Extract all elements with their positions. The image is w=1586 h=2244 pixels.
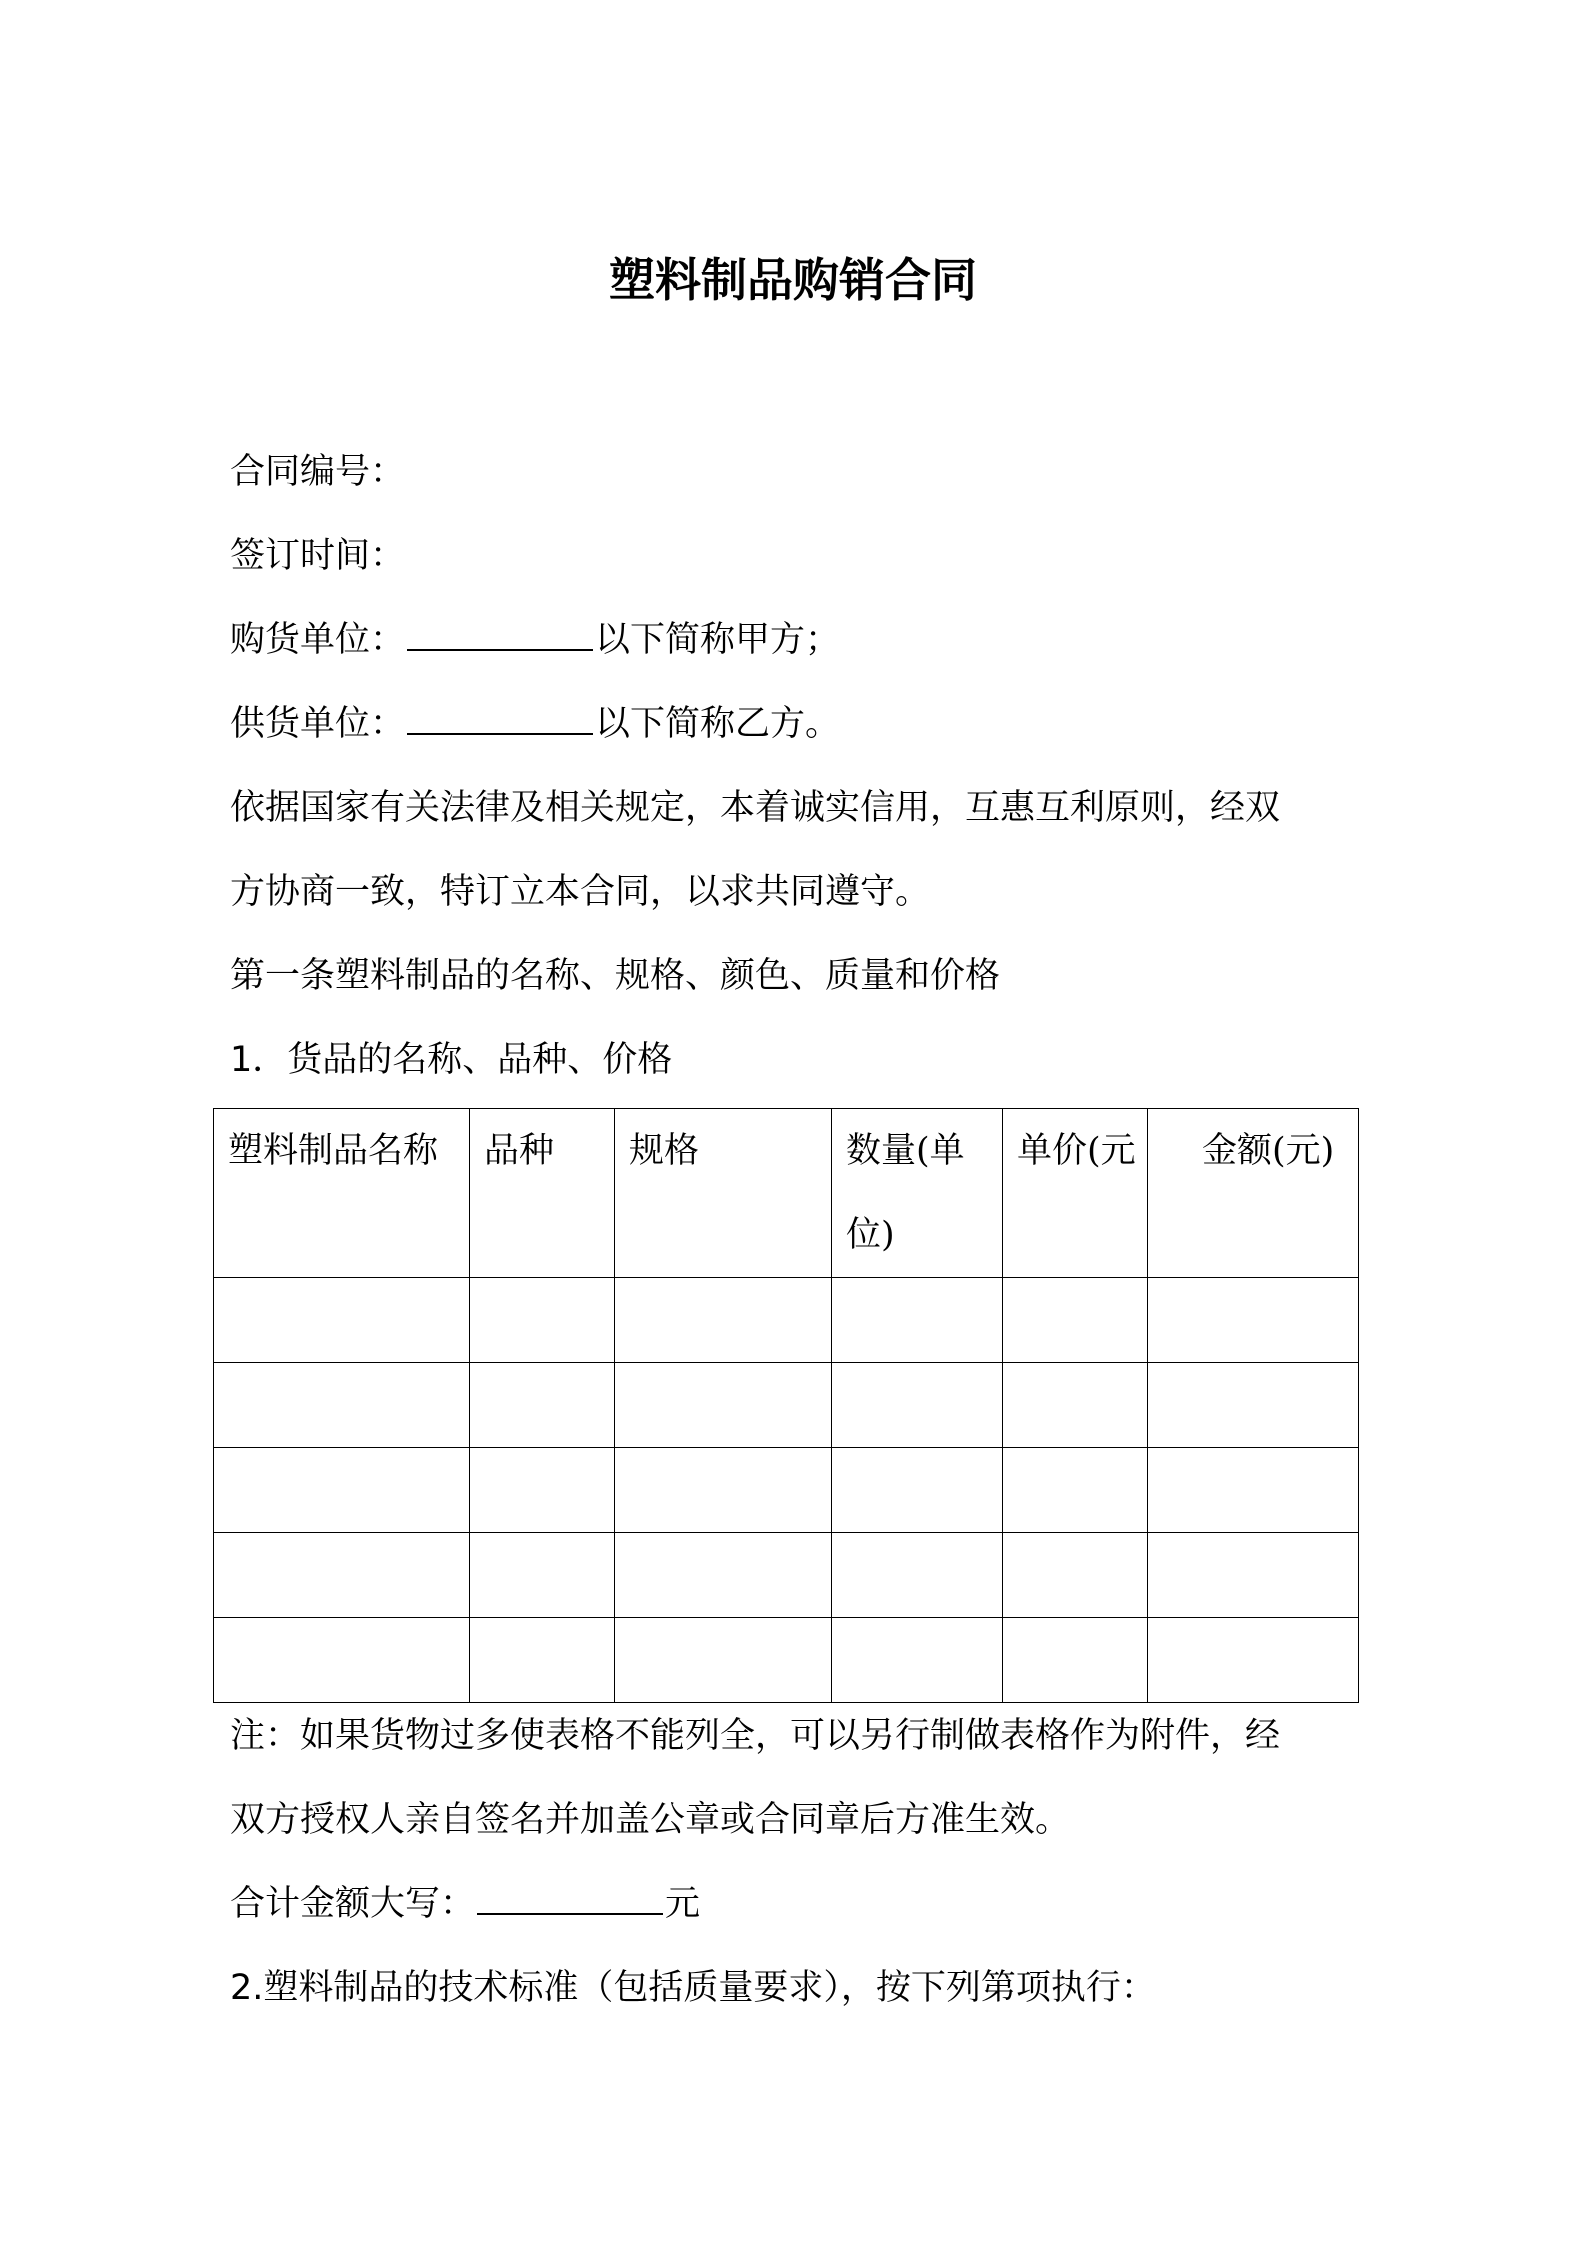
table-cell[interactable] [615, 1618, 832, 1703]
item-2-title: 2.塑料制品的技术标准（包括质量要求），按下列第项执行： [230, 1968, 1156, 2008]
contract-number-label: 合同编号： [230, 452, 406, 492]
header-cell-unit-price: 单价(元 [1003, 1109, 1148, 1278]
note-line-2: 双方授权人亲自签名并加盖公章或合同章后方准生效。 [230, 1800, 1071, 1840]
header-cell-variety: 品种 [470, 1109, 615, 1278]
table-cell[interactable] [1148, 1278, 1359, 1363]
table-cell[interactable] [1003, 1448, 1148, 1533]
preamble-line-1: 依据国家有关法律及相关规定，本着诚实信用，互惠互利原则，经双 [230, 788, 1281, 828]
buyer-suffix: 以下简称甲方； [595, 620, 841, 660]
table-cell[interactable] [470, 1363, 615, 1448]
table-cell[interactable] [615, 1533, 832, 1618]
table-cell[interactable] [1003, 1363, 1148, 1448]
table-cell[interactable] [1148, 1533, 1359, 1618]
seller-blank [407, 703, 593, 735]
contract-number-line [230, 448, 405, 496]
item-1-title: 1．货品的名称、品种、价格 [230, 1040, 673, 1080]
table-cell[interactable] [214, 1278, 470, 1363]
table-cell[interactable] [470, 1618, 615, 1703]
table-cell[interactable] [832, 1278, 1003, 1363]
table-cell[interactable] [1148, 1618, 1359, 1703]
table-cell[interactable] [832, 1618, 1003, 1703]
goods-table [213, 1108, 1359, 1703]
table-cell[interactable] [615, 1448, 832, 1533]
table-cell[interactable] [1148, 1448, 1359, 1533]
table-cell[interactable] [1003, 1618, 1148, 1703]
sign-time-line [230, 532, 405, 580]
table-row [214, 1448, 1359, 1533]
header-cell-spec: 规格 [615, 1109, 832, 1278]
table-row [214, 1278, 1359, 1363]
table-cell[interactable] [214, 1363, 470, 1448]
total-amount-blank [477, 1883, 663, 1915]
total-amount-line [230, 1880, 700, 1928]
table-cell[interactable] [470, 1533, 615, 1618]
table-cell[interactable] [832, 1533, 1003, 1618]
seller-suffix: 以下简称乙方。 [595, 704, 841, 744]
table-cell[interactable] [832, 1363, 1003, 1448]
table-cell[interactable] [214, 1618, 470, 1703]
buyer-line [230, 616, 840, 664]
seller-label: 供货单位： [230, 704, 406, 744]
total-amount-label: 合计金额大写： [230, 1884, 476, 1924]
table-cell[interactable] [470, 1278, 615, 1363]
buyer-blank [407, 619, 593, 651]
table-cell[interactable] [1003, 1278, 1148, 1363]
table-row [214, 1363, 1359, 1448]
buyer-label: 购货单位： [230, 620, 406, 660]
table-cell[interactable] [1003, 1533, 1148, 1618]
table-header-row [214, 1109, 1359, 1278]
total-amount-unit: 元 [665, 1884, 701, 1924]
note-line-1: 注：如果货物过多使表格不能列全，可以另行制做表格作为附件，经 [230, 1716, 1281, 1756]
table-cell[interactable] [214, 1533, 470, 1618]
contract-title: 塑料制品购销合同 [609, 253, 977, 307]
seller-line [230, 700, 840, 748]
table-cell[interactable] [615, 1278, 832, 1363]
sign-time-label: 签订时间： [230, 536, 406, 576]
header-cell-amount: 金额(元) [1148, 1109, 1359, 1278]
table-row [214, 1533, 1359, 1618]
table-row [214, 1618, 1359, 1703]
article-1-title: 第一条塑料制品的名称、规格、颜色、质量和价格 [230, 956, 1001, 996]
header-cell-product-name: 塑料制品名称 [214, 1109, 470, 1278]
table-cell[interactable] [1148, 1363, 1359, 1448]
preamble-line-2: 方协商一致，特订立本合同，以求共同遵守。 [230, 872, 931, 912]
table-cell[interactable] [615, 1363, 832, 1448]
header-cell-quantity: 数量(单位) [832, 1109, 1003, 1278]
table-cell[interactable] [214, 1448, 470, 1533]
table-cell[interactable] [470, 1448, 615, 1533]
table-cell[interactable] [832, 1448, 1003, 1533]
